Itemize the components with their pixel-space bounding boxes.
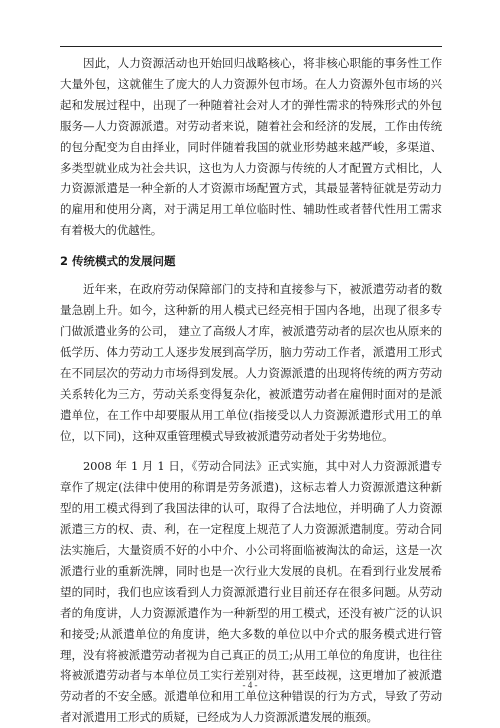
header-rule [60,46,442,47]
section-heading: 2 传统模式的发展问题 [60,254,176,269]
paragraph-section2-2: 2008 年 1 月 1 日，《劳动合同法》正式实施，其中对人力资源派遣专章作了规定(法律中使用的称谓是劳务派遣)，这标志着人力资源派遣这种新型的用工模式得到了我国法律的认可，取得了合法地位，并明确了人力资源派遣三方的权、责、利，在一定程度上规范了人力资源派遣制度。劳动合同法实施后，大量资质不好的小中介、小公司将面临被淘汰的命运，这是一次派遣行业的重新洗牌，同时也是一次行业大发展的良机。在看到行业发展希望的同时，我们也应该看到人力资源派遣行业目前还存在很多问题。从劳动者的角度讲，人力资源派遣作为一种新型的用工模式，还没有被广泛的认识和接受;从派遣单位的角度讲，绝大多数的单位以中介式的服务模式进行管理，没有将被派遣劳动者视为自己真正的员工;从用工单位的角度讲，也往往将被派遣劳动者与本单位员工实行差别对待，甚至歧视，这更增加了被派遣劳动者的不安全感。派遣单位和用工单位这种错误的行为方式，导致了劳动者对派遣用工形式的质疑，已经成为人力资源派遣发展的瓶颈。 [60,459,442,725]
paragraph-section2-1: 近年来，在政府劳动保障部门的支持和直接参与下，被派遣劳动者的数量急剧上升。如今，这种新的用人模式已经亮相于国内各地，出现了很多专门做派遣业务的公司， 建立了高级人才库，被派遣劳动者的层次也从原来的低学历、体力劳动工人逐步发展到高学历，脑力劳动工作者，派遣用工形式在不同层次的劳动力市场得到发展。人力资源派遣的出现将传统的两方劳动关系转化为三方，劳动关系变得复杂化，被派遣劳动者在雇佣时面对的是派遣单位，在工作中却要服从用工单位(指接受以人力资源派遣形式用工的单位，以下同)，这种双重管理模式导致被派遣劳动者处于劣势地位。 [60,282,442,443]
paragraph-intro: 因此，人力资源活动也开始回归战略核心，将非核心职能的事务性工作大量外包，这就催生了庞大的人力资源外包市场。在人力资源外包市场的兴起和发展过程中，出现了一种随着社会对人才的弹性需求的特殊形式的外包服务—人力资源派遣。对劳动者来说，随着社会和经济的发展，工作由传统的包分配变为自由择业，同时伴随着我国的就业形势越来越严峻，多渠道、多类型就业成为社会共识，这也为人力资源与传统的人才配置方式相比，人力资源派遣是一种全新的人才资源市场配置方式，其最显著特征就是劳动力的雇用和使用分离，对于满足用工单位临时性、辅助性或者替代性用工需求有着极大的优越性。 [60,56,442,238]
page-body [60,53,442,728]
page-number: - 4 - [242,680,258,690]
